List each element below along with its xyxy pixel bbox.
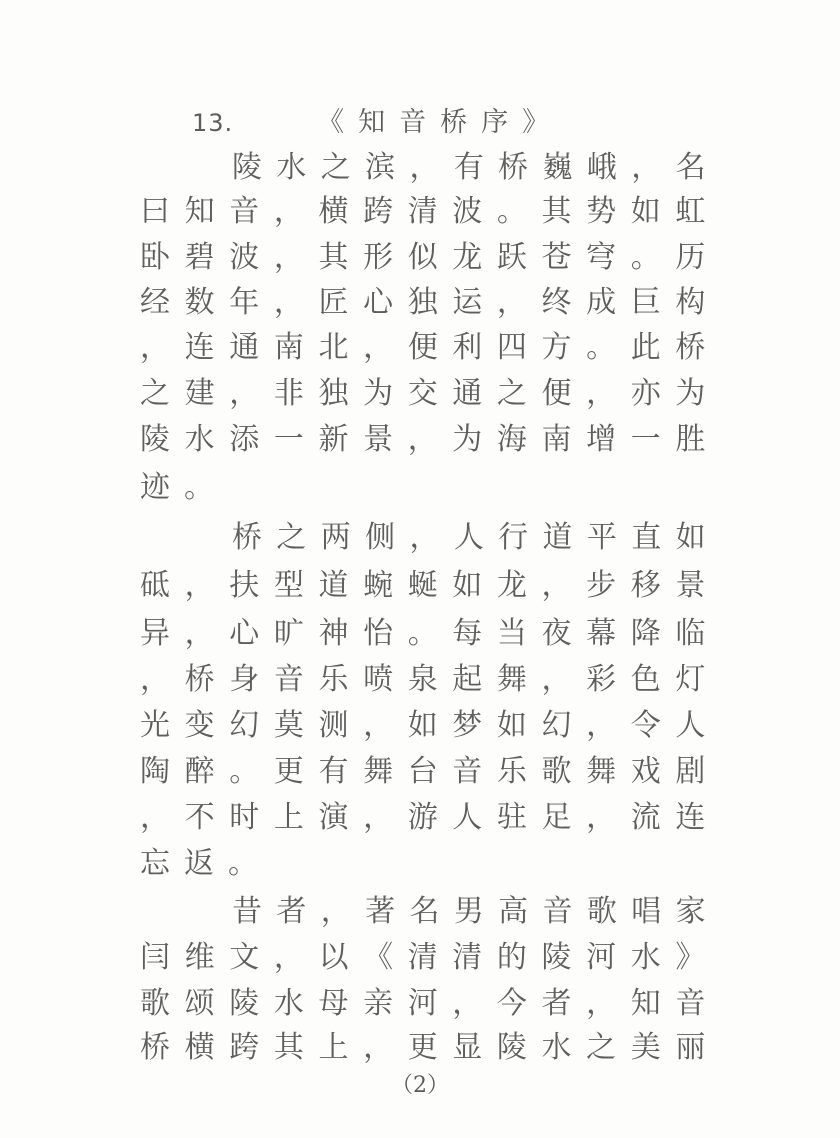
- text-line: 陵水之滨，有桥巍峨，名: [232, 150, 720, 185]
- text-line: 异，心旷神怡。每当夜幕降临: [140, 616, 720, 651]
- text-line: 卧碧波，其形似龙跃苍穹。历: [140, 240, 720, 275]
- text-line: 之建，非独为交通之便，亦为: [140, 376, 720, 411]
- text-line: 闫维文，以《清清的陵河水》: [140, 940, 720, 975]
- text-line: 陶醉。更有舞台音乐歌舞戏剧: [140, 754, 720, 789]
- text-line: 经数年，匠心独运，终成巨构: [140, 285, 720, 320]
- text-line: ，不时上演，游人驻足，流连: [140, 800, 720, 835]
- text-line: 歌颂陵水母亲河，今者，知音: [140, 986, 720, 1021]
- text-line: ，桥身音乐喷泉起舞，彩色灯: [140, 662, 720, 697]
- text-line: 砥，扶型道蜿蜒如龙，步移景: [140, 568, 720, 603]
- page-title: 《知音桥序》: [317, 107, 564, 138]
- text-line: 桥之两侧，人行道平直如: [232, 520, 720, 555]
- text-line: 忘返。: [140, 846, 272, 881]
- text-line: 曰知音，横跨清波。其势如虹: [140, 194, 720, 229]
- text-line: 迹。: [140, 470, 228, 505]
- text-line: 昔者，著名男高音歌唱家: [232, 894, 720, 929]
- text-line: 陵水添一新景，为海南增一胜: [140, 422, 720, 457]
- text-line: 光变幻莫测，如梦如幻，令人: [140, 708, 720, 743]
- text-line: 桥横跨其上，更显陵水之美丽: [140, 1030, 720, 1065]
- section-number: 13.: [192, 109, 234, 137]
- text-line: ，连通南北，便利四方。此桥: [140, 330, 720, 365]
- title-line: [192, 100, 563, 140]
- page-number: （2）: [391, 1073, 449, 1098]
